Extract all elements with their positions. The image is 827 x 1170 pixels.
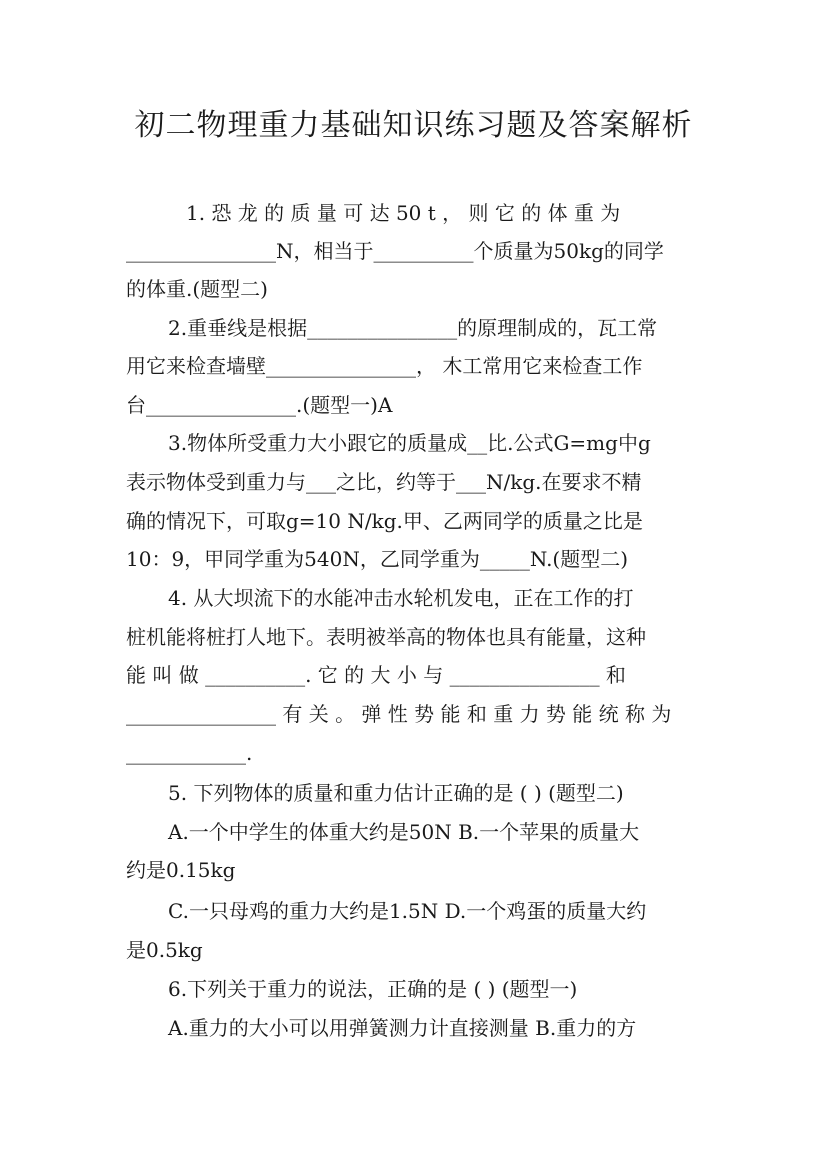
text-line: 10：9，甲同学重为540N，乙同学重为_____N.(题型二) bbox=[126, 547, 629, 571]
text-line: 2.重垂线是根据_______________的原理制成的，瓦工常 bbox=[168, 316, 658, 340]
text-line: 1. 恐 龙 的 质 量 可 达 50 t ， 则 它 的 体 重 为 bbox=[186, 201, 621, 225]
text-line: 用它来检查墙壁_______________， 木工常用它来检查工作 bbox=[126, 354, 643, 378]
text-line: _______________ 有 关 。 弹 性 势 能 和 重 力 势 能 统 称 为 bbox=[126, 702, 672, 726]
text-line: 桩机能将桩打人地下。表明被举高的物体也具有能量，这种 bbox=[126, 625, 646, 649]
text-line: C.一只母鸡的重力大约是1.5N D.一个鸡蛋的质量大约 bbox=[168, 899, 647, 923]
text-line: _______________N，相当于__________个质量为50kg的同学 bbox=[126, 239, 664, 263]
text-line: 的体重.(题型二) bbox=[126, 277, 268, 301]
text-line: 5. 下列物体的质量和重力估计正确的是 ( ) (题型二) bbox=[168, 781, 624, 805]
text-line: A.重力的大小可以用弹簧测力计直接测量 B.重力的方 bbox=[168, 1016, 637, 1040]
text-line: 6.下列关于重力的说法，正确的是 ( ) (题型一) bbox=[168, 977, 578, 1001]
text-line: A.一个中学生的体重大约是50N B.一个苹果的质量大 bbox=[168, 820, 640, 844]
text-line: 3.物体所受重力大小跟它的质量成__比.公式G=mg中g bbox=[168, 431, 651, 455]
text-line: 是0.5kg bbox=[126, 938, 203, 962]
text-line: ____________. bbox=[126, 741, 253, 765]
page-title: 初二物理重力基础知识练习题及答案解析 bbox=[134, 108, 693, 143]
text-line: 表示物体受到重力与___之比，约等于___N/kg.在要求不精 bbox=[126, 470, 642, 494]
text-line: 4. 从大坝流下的水能冲击水轮机发电，正在工作的打 bbox=[168, 586, 634, 610]
text-line: 台_______________.(题型一)A bbox=[126, 393, 393, 417]
text-line: 确的情况下，可取g=10 N/kg.甲、乙两同学的质量之比是 bbox=[126, 509, 643, 533]
text-line: 能 叫 做 __________. 它 的 大 小 与 _______________ 和 bbox=[126, 663, 626, 687]
text-line: 约是0.15kg bbox=[126, 858, 236, 882]
